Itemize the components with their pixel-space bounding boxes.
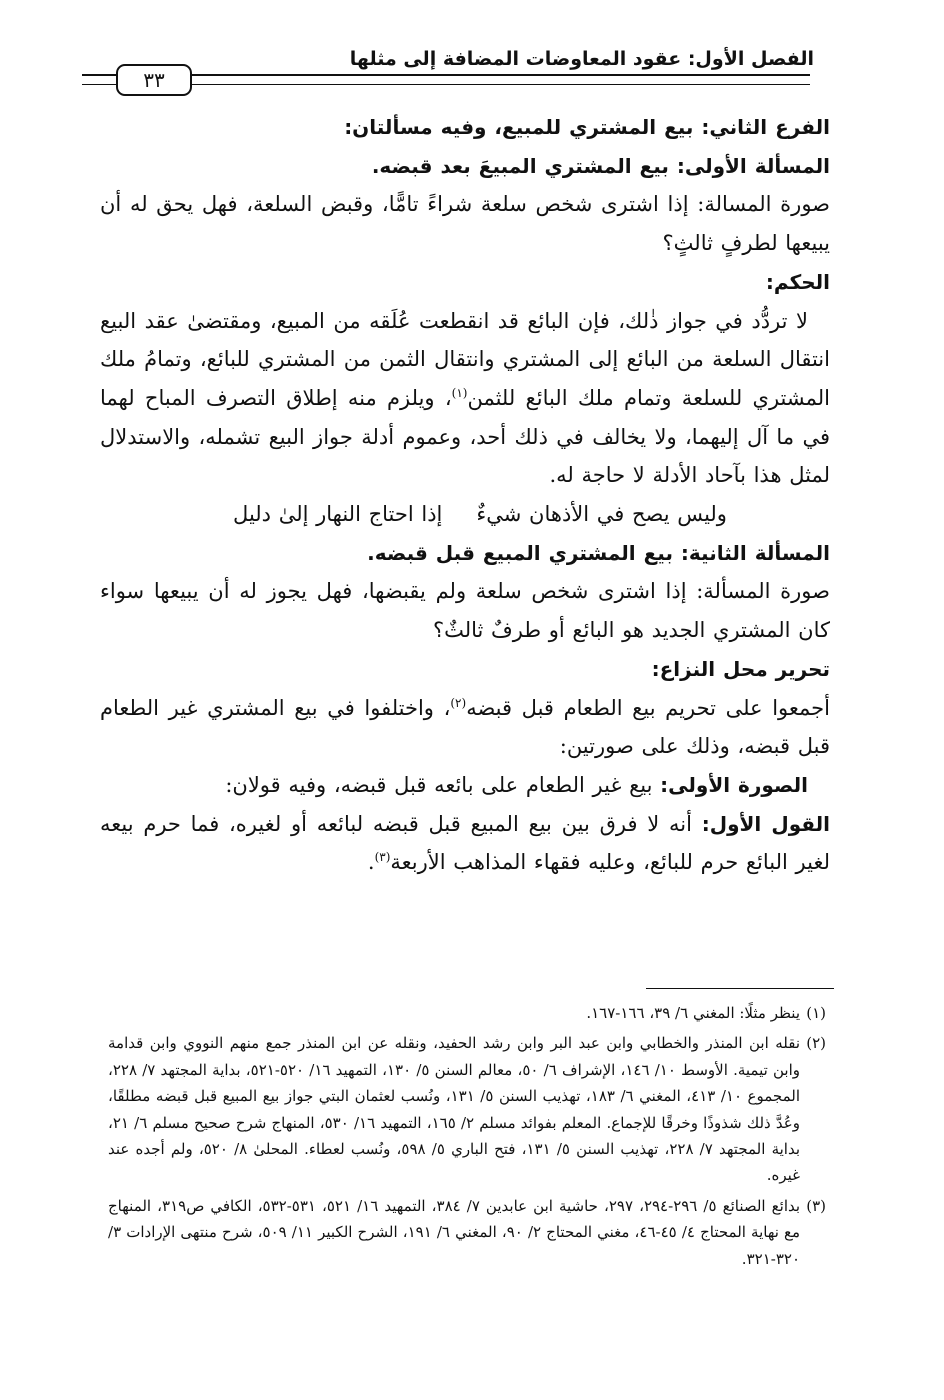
verse-second-hemistich: إذا احتاج النهار إلىٰ دليل [233, 502, 443, 527]
opinion1-label: القول الأول: [701, 811, 830, 836]
branch-heading: الفرع الثاني: بيع المشتري للمبيع، وفيه مسألتان: [344, 115, 830, 139]
footnotes [108, 1000, 826, 1276]
footnote-separator [646, 988, 834, 989]
form1-label: الصورة الأولى: [660, 772, 808, 797]
dispute-text-b: ، واختلفوا في بيع المشتري غير الطعام قبل قبضه، وذلك على صورتين: [100, 695, 830, 759]
dispute-paragraph [100, 689, 830, 766]
form1-paragraph [100, 766, 830, 805]
issue1-form: صورة المسالة: إذا اشترى شخص سلعة شراءً تامًّا، وقبض السلعة، فهل يحق له أن يبيعها لطرفٍ ثالثٍ؟ [100, 192, 830, 256]
poetry-verse [100, 495, 830, 534]
footnote-1 [108, 1000, 826, 1026]
footnote-2 [108, 1030, 826, 1188]
footnote-text: نقله ابن المنذر والخطابي وابن عبد البر وابن رشد الحفيد، ونقله عن ابن المنذر جمع منهم النووي وابن قدامة وابن تيمية. الأوسط ١٠/ ١٤٦، الإشراف ٦/ ٥٠، معالم السنن ٥/ ١٣٠، التمهيد ١٦/ ٥٢٠-٥٢١، بداية المجتهد ٧/ ٢٢٨، المجموع ١٠/ ٤١٣، المغني ٦/ ١٨٣، تهذيب السنن ٥/ ١٣١، ونُسب لعثمان البتي جواز بيع المبيع قبل قبضه مطلقًا، وعُدَّ ذلك شذوذًا وخرقًا للإجماع. المعلم بفوائد مسلم ٢/ ١٦٥، التمهيد ١٦/ ٥٣٠، المنهاج شرح صحيح مسلم ٦/ ٢١، بداية المجتهد ٧/ ٢٢٨، تهذيب السنن ٥/ ١٣١، فتح الباري ٥/ ٥٩٨، ونُسب لعطاء. المحلىٰ ٨/ ٥٢٠، ولم أجده عند غيره. [108, 1034, 801, 1185]
form1-text: بيع غير الطعام على بائعه قبل قبضه، وفيه قولان: [225, 772, 661, 797]
footnote-ref-1[interactable]: (١) [451, 385, 468, 400]
verse-first-hemistich: وليس يصح في الأذهان شيءٌ [476, 502, 727, 527]
ruling-heading: الحكم: [765, 269, 830, 294]
footnote-number: (١) [806, 1004, 826, 1022]
opinion1-text: أنه لا فرق بين بيع المبيع قبل قبضه لبائعه أو لغيره، فما حرم بيعه لغير البائع حرم للبائع، وعليه فقهاء المذاهب الأربعة [100, 811, 830, 875]
issue2-heading: المسألة الثانية: بيع المشتري المبيع قبل قبضه. [367, 540, 830, 565]
footnote-ref-3[interactable]: (٣) [374, 850, 391, 865]
dispute-text-a: أجمعوا على تحريم بيع الطعام قبل قبضه [466, 695, 830, 720]
footnote-ref-2[interactable]: (٢) [450, 695, 467, 710]
main-text [100, 108, 830, 882]
issue1-heading: المسألة الأولى: بيع المشتري المبيعَ بعد قبضه. [371, 153, 830, 178]
running-header: الفصل الأول: عقود المعاوضات المضافة إلى مثلها [349, 48, 814, 70]
opinion1-paragraph [100, 805, 830, 882]
footnote-text: ينظر مثلًا: المغني ٦/ ٣٩، ١٦٦-١٦٧. [586, 1004, 800, 1022]
footnote-number: (٢) [806, 1034, 826, 1053]
opinion1-end: . [367, 850, 375, 875]
page-number: ٣٣ [116, 64, 192, 96]
footnote-text: بدائع الصنائع ٥/ ٢٩٦-٢٩٤، ٢٩٧، حاشية ابن عابدين ٧/ ٣٨٤، التمهيد ١٦/ ٥٢١، ٥٣١-٥٣٢، الكافي ص٣١٩، المنهاج مع نهاية المحتاج ٤/ ٤٥-٤٦، مغني المحتاج ٢/ ٩٠، المغني ٦/ ١٩١، الشرح الكبير ١١/ ٥٠٩، شرح منتهى الإرادات ٣/ ٣٢٠-٣٢١. [108, 1196, 801, 1268]
ruling-text-b: ، ويلزم منه إطلاق التصرف المباح لهما في ما آل إليهما، ولا يخالف في ذلك أحد، وعموم أدلة جواز البيع تشمله، والاستدلال لمثل هذا بآحاد الأدلة لا حاجة له. [100, 385, 830, 488]
issue2-form: صورة المسألة: إذا اشترى شخص سلعة ولم يقبضها، فهل يجوز له أن يبيعها سواء كان المشتري الجديد هو البائع أو طرفٌ ثالثٌ؟ [100, 579, 830, 643]
dispute-heading: تحرير محل النزاع: [651, 656, 830, 681]
footnote-3 [108, 1193, 826, 1272]
ruling-text-a: لا تردُّد في جواز ذٰلك، فإن البائع قد انقطعت عُلَقه من المبيع، ومقتضىٰ عقد البيع انتقال السلعة من البائع إلى المشتري وانتقال الثمن من المشتري للبائع، وتمامُ ملك المشتري للسلعة وتمام ملك البائع للثمن [100, 308, 830, 410]
ruling-paragraph [100, 302, 830, 496]
footnote-number: (٣) [806, 1196, 826, 1215]
